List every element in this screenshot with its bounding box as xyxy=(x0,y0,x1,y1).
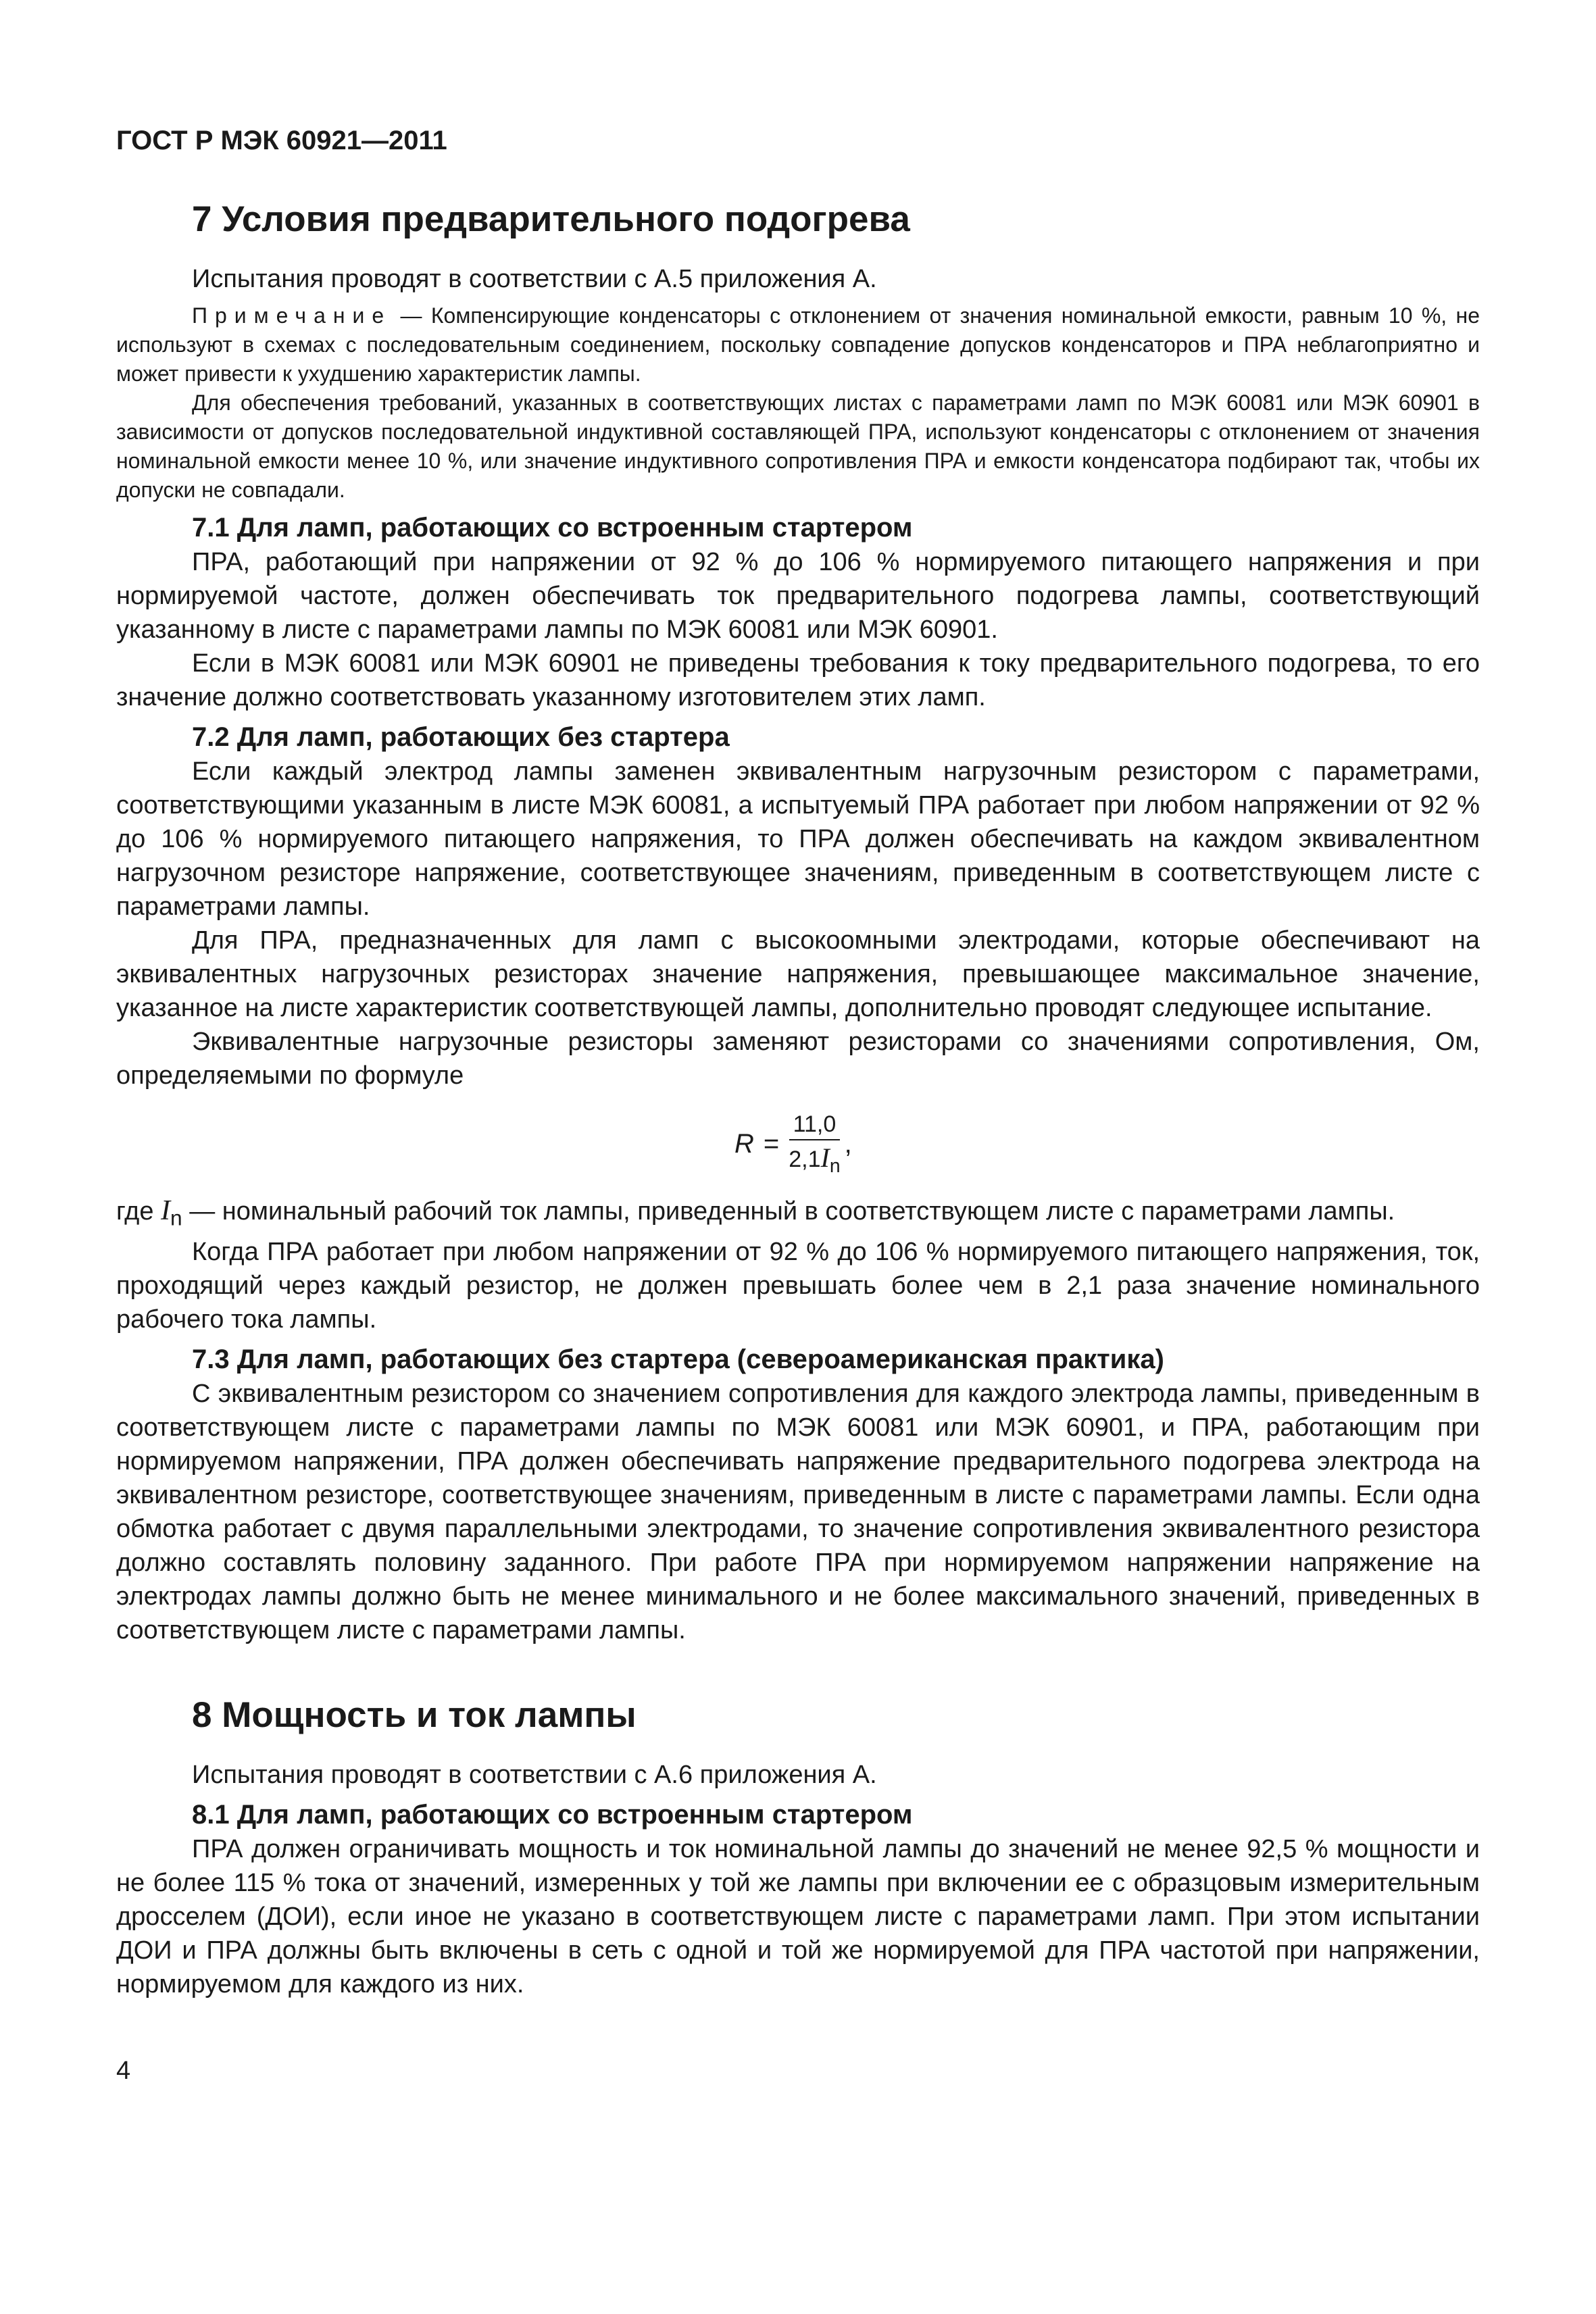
note-lead: Примечание xyxy=(192,303,392,328)
formula-den-var: I xyxy=(820,1142,830,1173)
formula-comma: , xyxy=(844,1129,852,1159)
note-text: — Компенсирующие конденсаторы с отклонением от значения номинальной емкости, равным 10 %, не используют в схемах с последовательным соединением, поскольку совпадение допусков конденсаторов и ПРА неблагоприятно и может привести к ухудшению характеристик лампы. xyxy=(116,303,1480,386)
formula-denominator xyxy=(789,1140,840,1178)
section-8-intro: Испытания проводят в соответствии с А.6 приложения А. xyxy=(192,1760,877,1789)
where-pre: где xyxy=(116,1197,161,1226)
formula-lhs: R xyxy=(734,1129,754,1159)
section-7-1-title: 7.1 Для ламп, работающих со встроенным стартером xyxy=(192,513,913,543)
where-var: I xyxy=(161,1195,171,1226)
section-7-2-p4: Когда ПРА работает при любом напряжении от 92 % до 106 % нормируемого питающего напряжения, ток, проходящий через каждый резистор, не должен превышать более чем в 2,1 раза значение номинального рабочего тока лампы. xyxy=(116,1237,1480,1334)
document-body xyxy=(116,196,1480,2001)
document-header: ГОСТ Р МЭК 60921—2011 xyxy=(116,126,447,155)
section-8-title: 8 Мощность и ток лампы xyxy=(192,1694,637,1735)
section-7-3-p1: С эквивалентным резистором со значением сопротивления для каждого электрода лампы, приведенным в соответствующем листе с параметрами лампы по МЭК 60081 или МЭК 60901, и ПРА, работающим при нормируемом напряжении, ПРА должен обеспечивать напряжение предварительного подогрева электрода на эквивалентном резисторе, соответствующее значениям, приведенным в листе с параметрами лампы. Если одна обмотка работает с двумя параллельными электродами, то значение сопротивления эквивалентного резистора должно составлять половину заданного. При работе ПРА при нормируемом напряжении напряжение на электродах лампы должно быть не менее минимального и не более максимального значений, приведенных в соответствующем листе с параметрами лампы. xyxy=(116,1379,1480,1644)
section-7-intro: Испытания проводят в соответствии с А.5 приложения А. xyxy=(192,265,877,293)
section-7-2-p3: Эквивалентные нагрузочные резисторы заменяют резисторами со значениями сопротивления, Ом, определяемыми по формуле xyxy=(116,1028,1480,1090)
section-7-2-p1: Если каждый электрод лампы заменен эквивалентным нагрузочным резистором с параметрами, соответствующими указанным в листе МЭК 60081, а испытуемый ПРА работает при любом напряжении от 92 % до 106 % нормируемого питающего напряжения, то ПРА должен обеспечивать на каждом эквивалентном нагрузочном резисторе напряжение, соответствующее значениям, приведенным в соответствующем листе с параметрами лампы. xyxy=(116,757,1480,921)
where-text: — номинальный рабочий ток лампы, приведенный в соответствующем листе с параметрами лампы. xyxy=(182,1197,1395,1226)
section-7-2-title: 7.2 Для ламп, работающих без стартера xyxy=(192,722,730,752)
section-7-1-p2: Если в МЭК 60081 или МЭК 60901 не приведены требования к току предварительного подогрева, то его значение должно соответствовать указанному изготовителем этих ламп. xyxy=(116,649,1480,711)
section-7-3-title: 7.3 Для ламп, работающих без стартера (североамериканская практика) xyxy=(192,1344,1164,1374)
where-sub: n xyxy=(170,1205,182,1230)
section-7-note xyxy=(116,301,1480,388)
section-7-title: 7 Условия предварительного подогрева xyxy=(192,199,910,239)
page-number: 4 xyxy=(116,2057,131,2085)
section-8-1-title: 8.1 Для ламп, работающих со встроенным стартером xyxy=(192,1799,913,1830)
resistance-formula xyxy=(116,1092,1480,1194)
section-8-1-p1: ПРА должен ограничивать мощность и ток номинальной лампы до значений не менее 92,5 % мощности и не более 115 % тока от значений, измеренных у той же лампы при включении ее с образцовым измерительным дросселем (ДОИ), если иное не указано в соответствующем листе с параметрами ламп. При этом испытании ДОИ и ПРА должны быть включены в сеть с одной и той же нормируемой для ПРА частотой при напряжении, нормируемом для каждого из них. xyxy=(116,1834,1480,1998)
formula-equals: = xyxy=(763,1129,780,1159)
section-7-1-p1: ПРА, работающий при напряжении от 92 % до 106 % нормируемого питающего напряжения и при нормируемой частоте, должен обеспечивать ток предварительного подогрева лампы, соответствующий указанному в листе с параметрами лампы по МЭК 60081 или МЭК 60901. xyxy=(116,548,1480,644)
section-7-note-p2: Для обеспечения требований, указанных в соответствующих листах с параметрами ламп по МЭК 60081 или МЭК 60901 в зависимости от допусков последовательной индуктивной составляющей ПРА, используют конденсаторы с отклонением от значения номинальной емкости менее 10 %, или значение индуктивного сопротивления ПРА и емкости конденсатора подбирают так, чтобы их допуски не совпадали. xyxy=(116,391,1480,502)
formula-den-sub: n xyxy=(829,1155,841,1177)
section-7-2-p2: Для ПРА, предназначенных для ламп с высокоомными электродами, которые обеспечивают на эквивалентных нагрузочных резисторах значение напряжения, превышающее максимальное значение, указанное на листе характеристик соответствующей лампы, дополнительно проводят следующее испытание. xyxy=(116,926,1480,1022)
formula-numerator: 11,0 xyxy=(789,1111,841,1140)
section-7-2-where xyxy=(116,1194,1480,1235)
formula-den-coef: 2,1 xyxy=(789,1147,821,1172)
formula-fraction xyxy=(789,1111,840,1178)
